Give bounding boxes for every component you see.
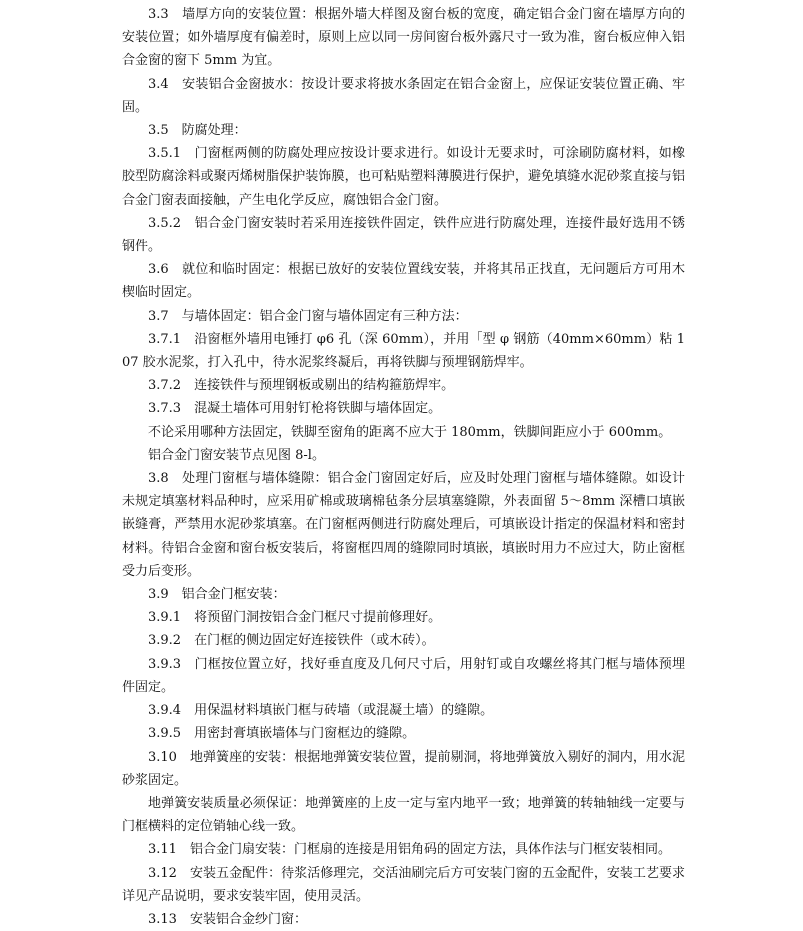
para-3-9-2: 3.9.2 在门框的侧边固定好连接铁件（或木砖）。 bbox=[148, 633, 435, 649]
para-3-3: 3.3 墙厚方向的安装位置：根据外墙大样图及窗台板的宽度，确定铝合金门窗在墙厚方向的安装位置；如外墙厚度有偏差时，原则上应以同一房间窗台板外露尺寸一致为准，窗台板应伸入铝合金窗的窗下 5mm 为宜。 bbox=[122, 7, 685, 69]
para-3-9-1: 3.9.1 将预留门洞按铝合金门框尺寸提前修理好。 bbox=[148, 610, 442, 626]
para-3-7-1: 3.7.1 沿窗框外墙用电锤打 φ6 孔（深 60mm），并用「型 φ 钢筋（40mm×60mm）粘 107 胶水泥浆，打入孔中，待水泥浆终凝后，再将铁脚与预埋钢筋焊牢。 bbox=[122, 331, 685, 371]
para-3-8: 3.8 处理门窗框与墙体缝隙：铝合金门窗固定好后，应及时处理门窗框与墙体缝隙。如设计未规定填塞材料品种时，应采用矿棉或玻璃棉毡条分层填塞缝隙，外表面留 5～8mm 深槽口填嵌嵌缝膏，严禁用水泥砂浆填塞。在门窗框两侧进行防腐处理后，可填嵌设计指定的保温材料和密封材料。待铝合金窗和窗台板安装后，将窗框四周的缝隙同时填嵌，填嵌时用力不应过大，防止窗框受力后变形。 bbox=[122, 471, 685, 579]
para-3-9-3: 3.9.3 门框按位置立好，找好垂直度及几何尺寸后，用射钉或自攻螺丝将其门框与墙体预埋件固定。 bbox=[122, 656, 685, 695]
para-spring-quality: 地弹簧安装质量必须保证：地弹簧座的上皮一定与室内地平一致；地弹簧的转轴轴线一定要与门框横料的定位销轴心线一致。 bbox=[122, 795, 685, 835]
para-3-10: 3.10 地弹簧座的安装：根据地弹簧安装位置，提前剔洞，将地弹簧放入剔好的洞内，用水泥砂浆固定。 bbox=[122, 749, 685, 788]
para-3-4: 3.4 安装铝合金窗披水：按设计要求将披水条固定在铝合金窗上，应保证安装位置正确、牢固。 bbox=[122, 76, 685, 115]
para-3-11: 3.11 铝合金门扇安装：门框扇的连接是用铝角码的固定方法，具体作法与门框安装相同。 bbox=[148, 842, 671, 858]
para-3-7-3: 3.7.3 混凝土墙体可用射钉枪将铁脚与墙体固定。 bbox=[148, 401, 442, 417]
para-3-12: 3.12 安装五金配件：待浆活修理完，交活油刷完后方可安装门窗的五金配件，安装工艺要求详见产品说明，要求安装牢固，使用灵活。 bbox=[122, 865, 685, 904]
para-fixing-distance: 不论采用哪种方法固定，铁脚至窗角的距离不应大于 180mm，铁脚间距应小于 600mm。 bbox=[148, 424, 672, 440]
para-3-5-2: 3.5.2 铝合金门窗安装时若采用连接铁件固定，铁件应进行防腐处理，连接件最好选用不锈钢件。 bbox=[122, 215, 685, 255]
document-body bbox=[122, 3, 685, 931]
para-3-7-2: 3.7.2 连接铁件与预埋钢板或剔出的结构箍筋焊牢。 bbox=[148, 378, 455, 394]
para-3-5: 3.5 防腐处理： bbox=[148, 123, 247, 139]
para-3-13: 3.13 安装铝合金纱门窗： bbox=[148, 911, 307, 927]
para-3-5-1: 3.5.1 门窗框两侧的防腐处理应按设计要求进行。如设计无要求时，可涂刷防腐材料，如橡胶型防腐涂料或聚丙烯树脂保护装饰膜，也可粘贴塑料薄膜进行保护，避免填缝水泥砂浆直接与铝合金门窗表面接触，产生电化学反应，腐蚀铝合金门窗。 bbox=[122, 146, 685, 208]
para-figure-ref: 铝合金门窗安装节点见图 8-l。 bbox=[148, 447, 325, 463]
para-3-6: 3.6 就位和临时固定：根据已放好的安装位置线安装，并将其吊正找直，无问题后方可用木楔临时固定。 bbox=[122, 262, 685, 301]
para-3-9: 3.9 铝合金门框安装： bbox=[148, 587, 286, 603]
para-3-7: 3.7 与墙体固定：铝合金门窗与墙体固定有三种方法： bbox=[148, 308, 468, 324]
para-3-9-5: 3.9.5 用密封膏填嵌墙体与门窗框边的缝隙。 bbox=[148, 726, 416, 742]
para-3-9-4: 3.9.4 用保温材料填嵌门框与砖墙（或混凝土墙）的缝隙。 bbox=[148, 703, 494, 719]
